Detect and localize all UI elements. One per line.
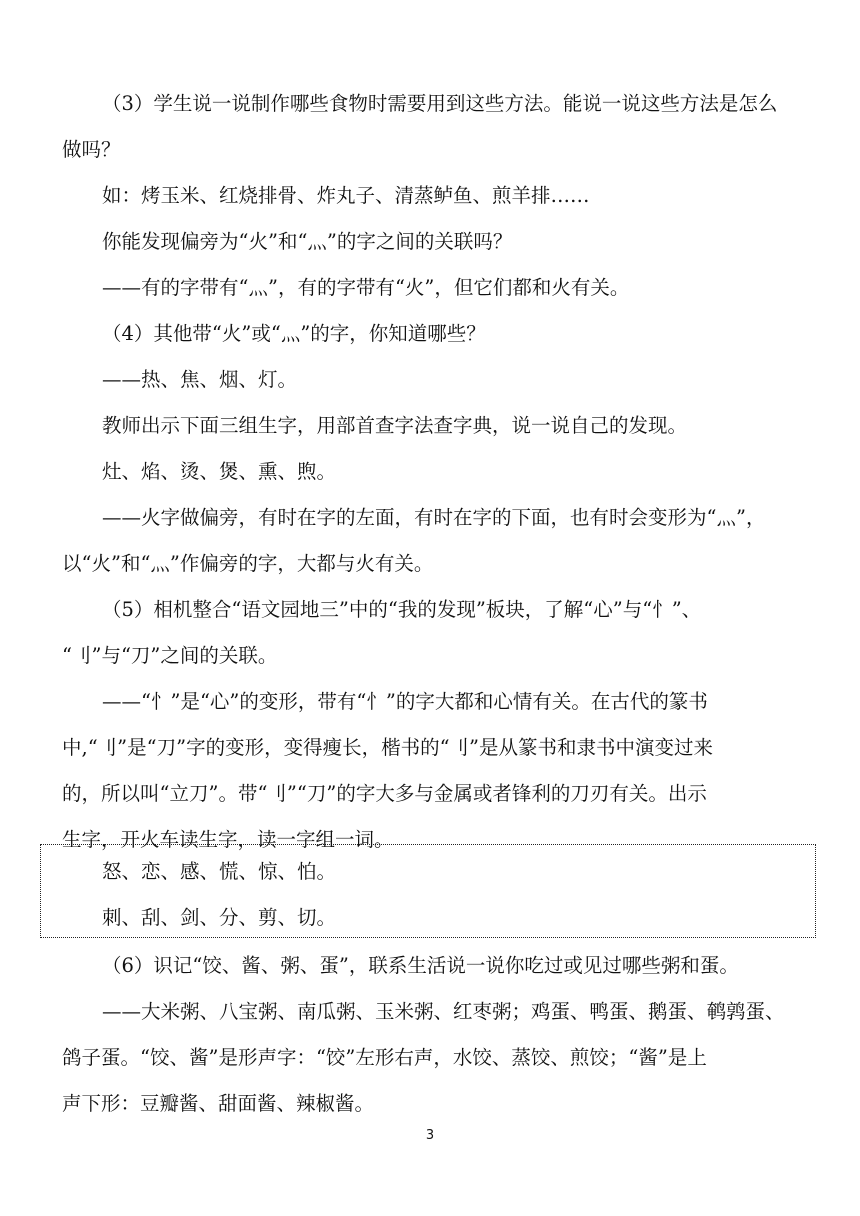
paragraph-line: （4）其他带“火”或“灬”的字，你知道哪些？	[102, 322, 486, 345]
paragraph-line: （3）学生说一说制作哪些食物时需要用到这些方法。能说一说这些方法是怎么	[102, 92, 778, 115]
paragraph-line: 中,“刂”是“刀”字的变形，变得瘦长，楷书的“刂”是从篆书和隶书中演变过来	[62, 736, 714, 759]
paragraph-line: “刂”与“刀”之间的关联。	[62, 644, 278, 667]
character-group-line: 刺、刮、剑、分、剪、切。	[102, 906, 337, 929]
paragraph-line: （6）识记“饺、酱、粥、蛋”，联系生活说一说你吃过或见过哪些粥和蛋。	[102, 954, 739, 977]
character-group-line: 怒、恋、感、慌、惊、怕。	[102, 860, 337, 883]
paragraph-line: 教师出示下面三组生字，用部首查字法查字典，说一说自己的发现。	[102, 414, 688, 437]
paragraph-line: ——热、焦、烟、灯。	[102, 368, 298, 391]
paragraph-line: ——大米粥、八宝粥、南瓜粥、玉米粥、红枣粥；鸡蛋、鸭蛋、鹅蛋、鹌鹑蛋、	[102, 1000, 785, 1023]
paragraph-line: ——火字做偏旁，有时在字的左面，有时在字的下面，也有时会变形为“灬”，	[102, 506, 766, 529]
paragraph-line: 生字，开火车读生字，读一字组一词。	[62, 828, 394, 851]
paragraph-line: 灶、焰、烫、煲、熏、煦。	[102, 460, 337, 483]
page-number: 3	[425, 1128, 435, 1143]
paragraph-line: （5）相机整合“语文园地三”中的“我的发现”板块，了解“心”与“忄”、	[102, 598, 702, 621]
paragraph-line: 声下形：豆瓣酱、甜面酱、辣椒酱。	[62, 1092, 375, 1115]
paragraph-line: 以“火”和“灬”作偏旁的字，大都与火有关。	[62, 552, 434, 575]
paragraph-line: ——有的字带有“灬”，有的字带有“火”，但它们都和火有关。	[102, 276, 630, 299]
paragraph-line: 鸽子蛋。“饺、酱”是形声字：“饺”左形右声，水饺、蒸饺、煎饺；“酱”是上	[62, 1046, 707, 1069]
paragraph-line: ——“忄”是“心”的变形，带有“忄”的字大都和心情有关。在古代的篆书	[102, 690, 708, 713]
paragraph-line: 的，所以叫“立刀”。带“刂”“刀”的字大多与金属或者锋利的刀刃有关。出示	[62, 782, 707, 805]
paragraph-line: 做吗？	[62, 138, 121, 161]
paragraph-line: 你能发现偏旁为“火”和“灬”的字之间的关联吗？	[102, 230, 513, 253]
paragraph-line: 如：烤玉米、红烧排骨、炸丸子、清蒸鲈鱼、煎羊排……	[102, 184, 590, 207]
